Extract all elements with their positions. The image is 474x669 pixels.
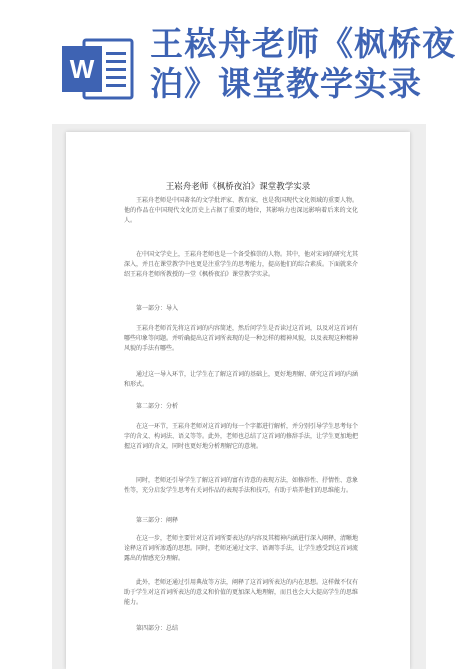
paragraph-5: 在这一环节，王崧舟老师对这首词的每一个字都进行解析，并分别引导学生思考每个字的含义、构词法、语义等等。此外，老师也总结了这首词的修辞手法，让学生更加地把握这首词的含义，同时也更好地分析理解它的意境。: [124, 423, 359, 450]
title-banner: [0, 0, 474, 120]
paragraph-4: 通过这一导入环节，让学生在了解这首词的基础上，更好地理解、研究这首词的内涵和形式。: [124, 371, 359, 388]
paragraph-8: 此外，老师还通过引用典故等方法，阐释了这首词所表达的内在思想。这样做不仅有助于学生对这首词所表达的意义和价值的更加深入地理解，而且也会大大提高学生的思维能力。: [124, 579, 359, 606]
document-page: [66, 132, 410, 669]
section-heading-1: 第一部分：导入: [136, 305, 179, 312]
paragraph-6: 同时，老师还引导学生了解这首词的富有诗意的表现方法，如修辞性、抒情性、意象性等，充分启发学生思考有关词作品的表现手法和技巧，有助于培养他们的思维能力。: [124, 477, 359, 494]
word-document-icon: [62, 38, 134, 100]
word-logo-letter: W: [69, 54, 95, 84]
document-title: 王崧舟老师《枫桥夜泊》课堂教学实录: [165, 182, 311, 192]
paragraph-1: 王崧舟老师是中国著名的文学批评家、教育家，也是我国现代文化领域的重要人物。他的作品在中国现代文化历史上占据了重要的地位，其影响力也深远影响着后来的文化人。: [124, 197, 359, 224]
paragraph-3: 王崧舟老师首先将这首词的内容简述，然后问学生是否读过这首词，以及对这首词有哪些印象等问题。并听确提出这首词所表现的是一种怎样的精神风貌，以及表现这种精神风貌的手法有哪些。: [124, 325, 359, 352]
paragraph-2: 在中国文学史上，王崧舟老师也是一个备受推崇的人物。其中，他对宋词的研究尤其深入，并且在课堂教学中也更是注重学生的思考能力，提高他们的综合素质。下面就来介绍王崧舟老师所教授的一堂《枫桥夜泊》课堂教学实录。: [124, 251, 359, 278]
paragraph-7: 在这一步，老师主要针对这首词所要表达的内容及其精神内涵进行深入阐释，清晰地诠释这首词所渗透的思想。同时，老师还通过文字、语调等手法，让学生感受到这首词流露出的情感充分理解。: [124, 535, 359, 562]
section-heading-2: 第二部分：分析: [136, 403, 179, 410]
section-heading-4: 第四部分：总结: [136, 625, 179, 632]
banner-title: 王崧舟老师《枫桥夜泊》课堂教学实录: [150, 24, 456, 103]
section-heading-3: 第三部分：阐释: [136, 517, 179, 524]
